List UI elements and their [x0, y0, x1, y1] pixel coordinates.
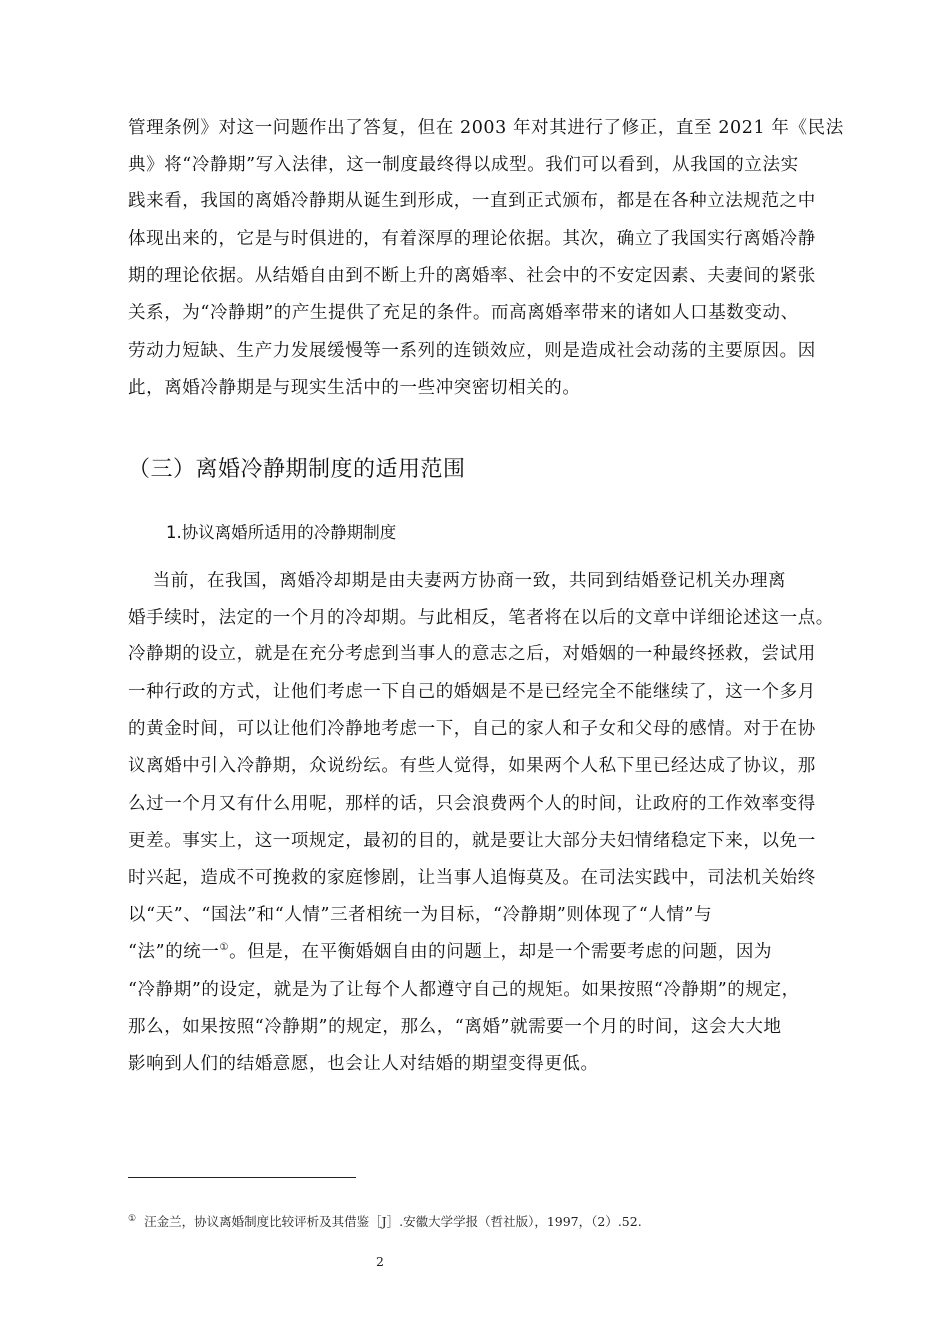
text-line: 以“天”、“国法”和“人情”三者相统一为目标，“冷静期”则体现了“人情”与 — [128, 905, 713, 925]
text-line: 期的理论依据。从结婚自由到不断上升的离婚率、社会中的不安定因素、夫妻间的紧张 — [128, 266, 816, 286]
text-line: 议离婚中引入冷静期，众说纷纭。有些人觉得，如果两个人私下里已经达成了协议，那 — [128, 756, 816, 776]
text-segment: “法”的统一 — [128, 942, 220, 962]
text-line: 体现出来的，它是与时俱进的，有着深厚的理论依据。其次，确立了我国实行离婚冷静 — [128, 229, 816, 249]
subsection-heading: 1.协议离婚所适用的冷静期制度 — [166, 523, 397, 542]
text-line: 典》将“冷静期”写入法律，这一制度最终得以成型。我们可以看到，从我国的立法实 — [128, 155, 799, 175]
section-heading: （三）离婚冷静期制度的适用范围 — [128, 457, 466, 482]
text-segment: 。但是，在平衡婚姻自由的问题上，却是一个需要考虑的问题，因为 — [229, 942, 773, 962]
text-line: 的黄金时间，可以让他们冷静地考虑一下，自己的家人和子女和父母的感情。对于在协 — [128, 719, 816, 739]
text-line: 更差。事实上，这一项规定，最初的目的，就是要让大部分夫妇情绪稳定下来，以免一 — [128, 831, 816, 851]
text-line: 那么，如果按照“冷静期”的规定，那么，“离婚”就需要一个月的时间，这会大大地 — [128, 1017, 782, 1037]
text-line: 么过一个月又有什么用呢，那样的话，只会浪费两个人的时间，让政府的工作效率变得 — [128, 794, 816, 814]
footnote-mark: ① — [128, 1214, 137, 1224]
text-line: “冷静期”的设定，就是为了让每个人都遵守自己的规矩。如果按照“冷静期”的规定， — [128, 980, 800, 1000]
text-line — [128, 940, 772, 964]
text-line: 一种行政的方式，让他们考虑一下自己的婚姻是不是已经完全不能继续了，这一个多月 — [128, 682, 816, 702]
footnote — [128, 1211, 642, 1230]
text-line: 时兴起，造成不可挽救的家庭惨剧，让当事人追悔莫及。在司法实践中，司法机关始终 — [128, 868, 816, 888]
text-line: 婚手续时，法定的一个月的冷却期。与此相反，笔者将在以后的文章中详细论述这一点。 — [128, 608, 834, 628]
text-line: 当前，在我国，离婚冷却期是由夫妻两方协商一致，共同到结婚登记机关办理离 — [128, 571, 787, 591]
text-line: 劳动力短缺、生产力发展缓慢等一系列的连锁效应，则是造成社会动荡的主要原因。因 — [128, 341, 816, 361]
text-line: 关系，为“冷静期”的产生提供了充足的条件。而高离婚率带来的诸如人口基数变动、 — [128, 303, 799, 323]
text-line: 管理条例》对这一问题作出了答复，但在 2003 年对其进行了修正，直至 2021 年《民法 — [128, 118, 844, 138]
page-number: 2 — [376, 1254, 384, 1269]
footnote-reference[interactable]: ① — [219, 942, 230, 954]
footnote-separator — [128, 1177, 356, 1178]
text-line: 冷静期的设立，就是在充分考虑到当事人的意志之后，对婚姻的一种最终拯救，尝试用 — [128, 644, 816, 664]
footnote-text: 汪金兰，协议离婚制度比较评析及其借鉴［J］.安徽大学学报（哲社版），1997，（2）.52. — [144, 1214, 642, 1230]
text-line: 影响到人们的结婚意愿，也会让人对结婚的期望变得更低。 — [128, 1054, 599, 1074]
text-line: 此，离婚冷静期是与现实生活中的一些冲突密切相关的。 — [128, 378, 581, 398]
text-line: 践来看，我国的离婚冷静期从诞生到形成，一直到正式颁布，都是在各种立法规范之中 — [128, 191, 816, 211]
